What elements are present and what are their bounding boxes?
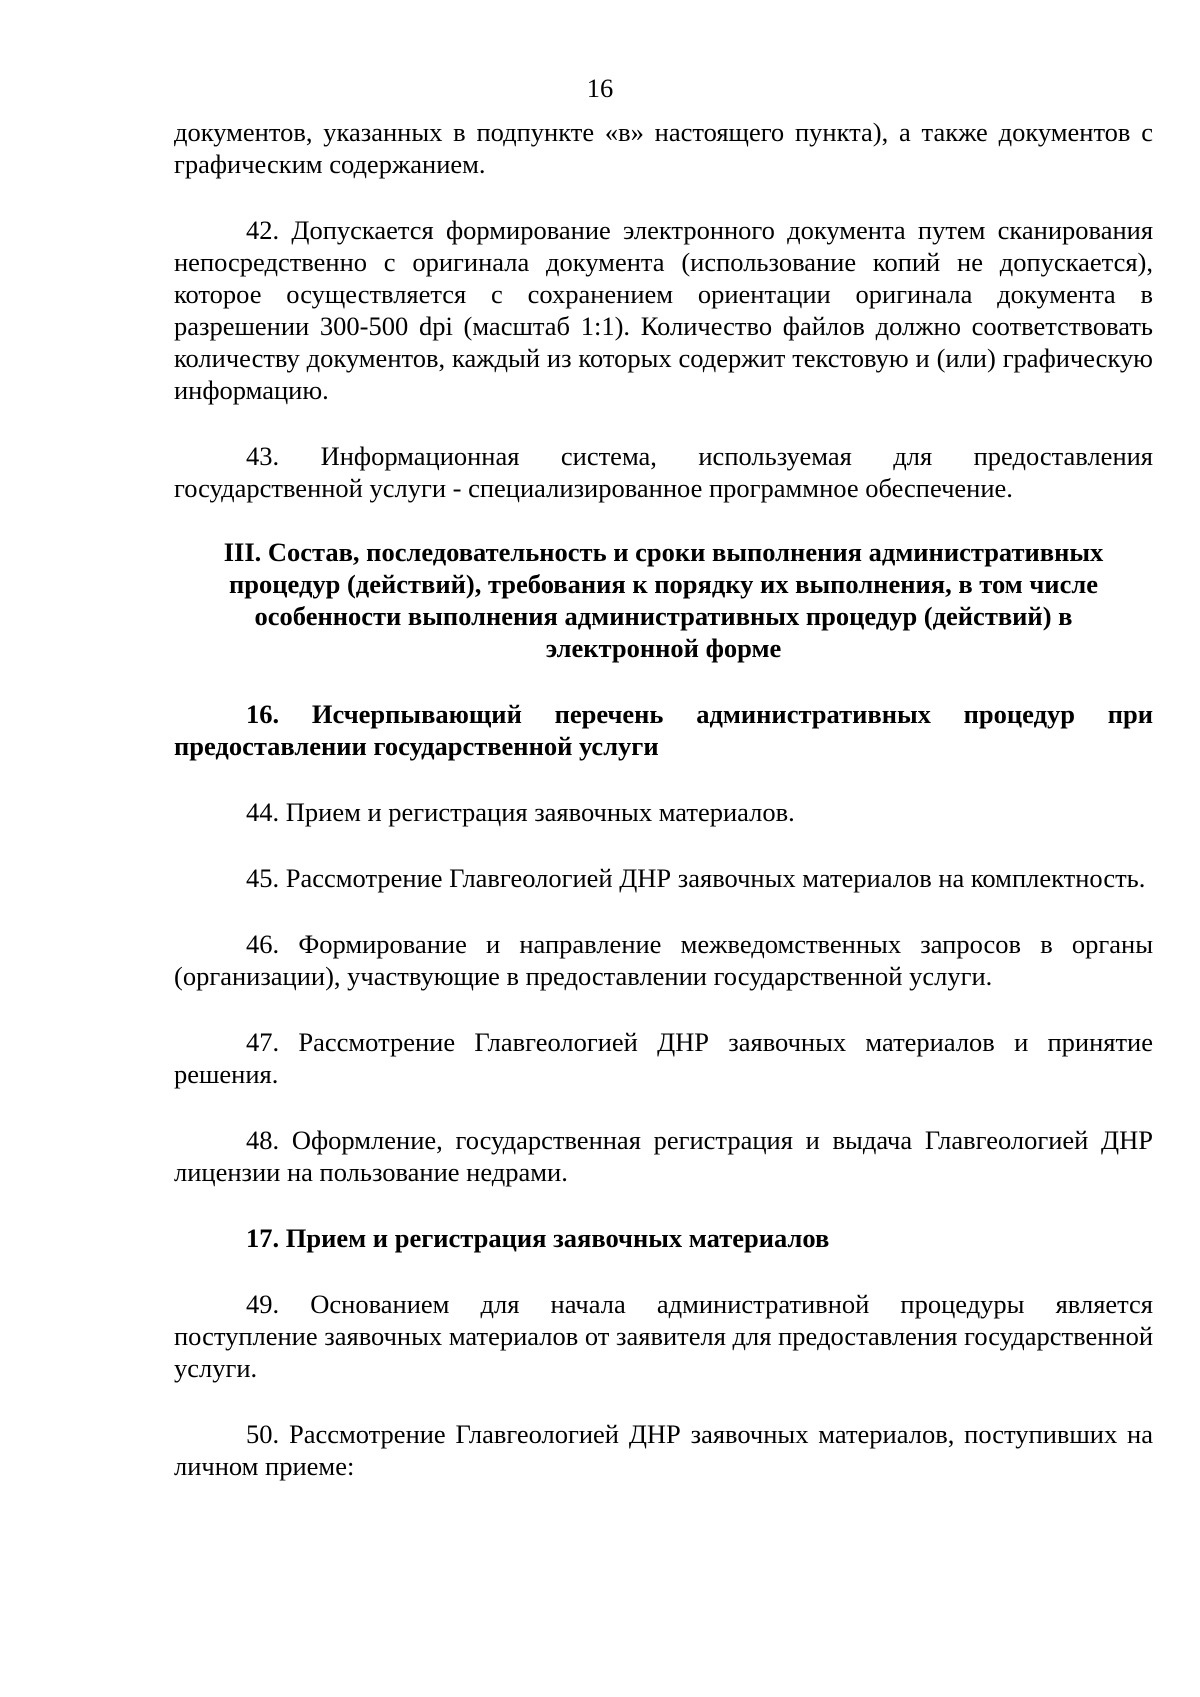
subheading-text: Исчерпывающий перечень административных процедур при предоставлении государственной услуги <box>174 699 1154 761</box>
paragraph-text: Рассмотрение Главгеологией ДНР заявочных материалов, поступивших на личном приеме: <box>174 1419 1153 1481</box>
page-content <box>174 116 1153 1482</box>
paragraph-45 <box>174 862 1153 894</box>
page-number: 16 <box>586 73 614 103</box>
paragraph-number: 49. <box>246 1289 280 1319</box>
paragraph-text: Прием и регистрация заявочных материалов. <box>285 797 795 827</box>
paragraph-number: 44. <box>246 797 280 827</box>
paragraph-49 <box>174 1288 1153 1384</box>
paragraph-text: Рассмотрение Главгеологией ДНР заявочных материалов и принятие решения. <box>174 1027 1154 1089</box>
section-heading: III. Состав, последовательность и сроки выполнения административных процедур (действий), требования к порядку их выполнения, в том числе особенности выполнения административных процедур (действий) в электронной форме <box>223 537 1104 663</box>
paragraph-50 <box>174 1418 1153 1482</box>
paragraph-text: Рассмотрение Главгеологией ДНР заявочных материалов на комплектность. <box>285 863 1146 893</box>
paragraph-number: 50. <box>246 1419 280 1449</box>
subheading-number: 16. <box>246 699 280 729</box>
paragraph-44 <box>174 796 1153 828</box>
paragraph-number: 45. <box>246 863 280 893</box>
paragraph-48 <box>174 1124 1153 1188</box>
paragraph-text: Оформление, государственная регистрация и выдача Главгеологией ДНР лицензии на пользование недрами. <box>174 1125 1154 1187</box>
paragraph-43 <box>174 440 1153 504</box>
paragraph-text: Информационная система, используемая для предоставления государственной услуги - специализированное программное обеспечение. <box>174 441 1153 503</box>
paragraph-number: 43. <box>246 441 280 471</box>
paragraph-42 <box>174 214 1153 406</box>
paragraph-text: Допускается формирование электронного документа путем сканирования непосредственно с оригинала документа (использование копий не допускается), которое осуществляется с сохранением ориентации оригинала документа в разрешении 300-500 dpi (масштаб 1:1). Количество файлов должно соответствовать количеству документов, каждый из которых содержит текстовую и (или) графическую информацию. <box>174 215 1154 405</box>
paragraph-number: 42. <box>246 215 280 245</box>
paragraph-number: 46. <box>246 929 280 959</box>
paragraph-number: 48. <box>246 1125 280 1155</box>
intro-paragraph: документов, указанных в подпункте «в» настоящего пункта), а также документов с графическим содержанием. <box>174 117 1153 179</box>
paragraph-text: Формирование и направление межведомственных запросов в органы (организации), участвующие в предоставлении государственной услуги. <box>174 929 1154 991</box>
paragraph-text: Основанием для начала административной процедуры является поступление заявочных материалов от заявителя для предоставления государственной услуги. <box>174 1289 1153 1383</box>
paragraph-46 <box>174 928 1153 992</box>
subheading-16 <box>174 698 1153 762</box>
paragraph-number: 47. <box>246 1027 280 1057</box>
subheading-17: 17. Прием и регистрация заявочных материалов <box>246 1223 830 1253</box>
paragraph-47 <box>174 1026 1153 1090</box>
